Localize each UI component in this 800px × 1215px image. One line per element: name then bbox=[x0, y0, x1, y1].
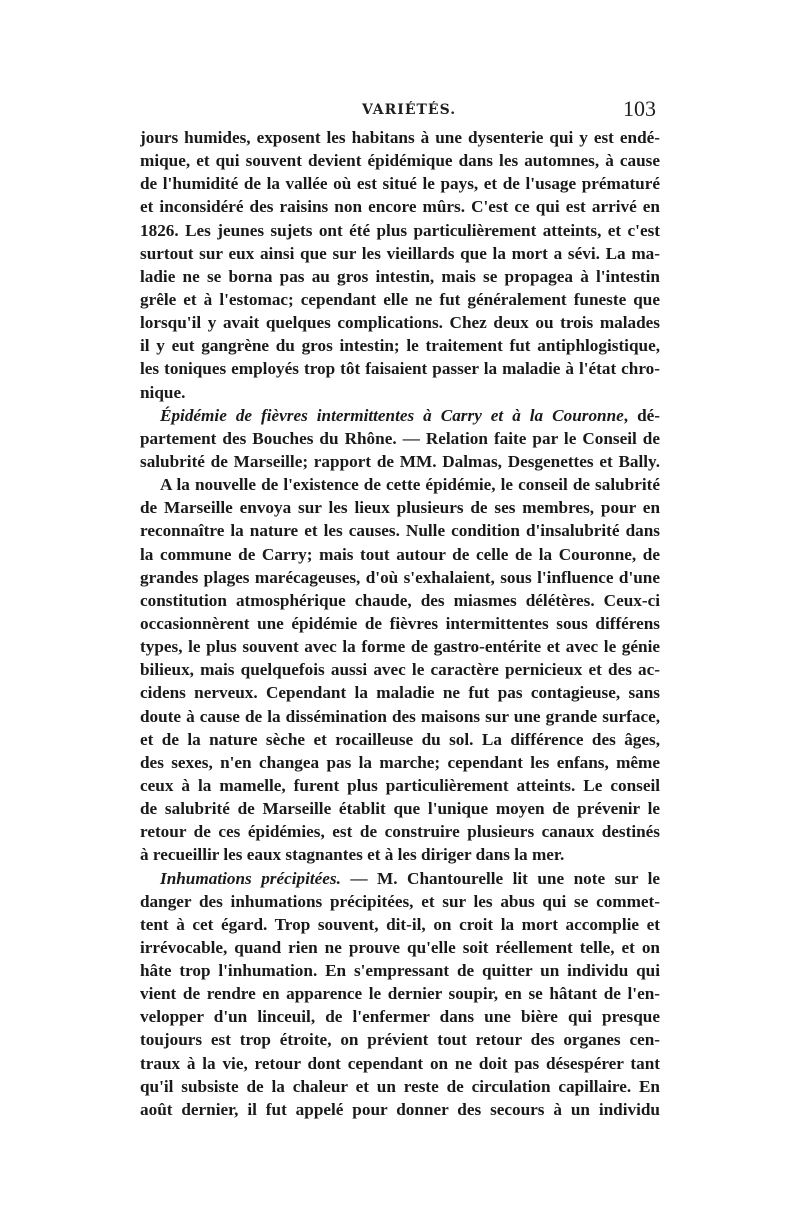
text-line: la commune de Carry; mais tout autour de celle de la Couronne, de bbox=[140, 544, 660, 564]
text-line: de Marseille envoya sur les lieux plusieurs de ses membres, pour en bbox=[140, 498, 660, 518]
text-line: grandes plages marécageuses, d'où s'exhalaient, sous l'influence d'une bbox=[140, 567, 660, 587]
text-line: mique, et qui souvent devient épidémique dans les automnes, à cause bbox=[140, 151, 660, 171]
section-title-inhumations: Inhumations précipitées. bbox=[160, 868, 341, 888]
text-line: ladie ne se borna pas au gros intestin, mais se propagea à l'intestin bbox=[140, 266, 660, 286]
text-line: reconnaître la nature et les causes. Nulle condition d'insalubrité dans bbox=[140, 521, 660, 541]
text-line: lorsqu'il y avait quelques complications. Chez deux ou trois malades bbox=[140, 313, 660, 333]
text-line: traux à la vie, retour dont cependant on ne doit pas désespérer tant bbox=[140, 1053, 660, 1073]
text-line: jours humides, exposent les habitans à une dysenterie qui y est endé- bbox=[140, 128, 660, 147]
text-line: constitution atmosphérique chaude, des miasmes délétères. Ceux-ci bbox=[140, 590, 660, 610]
text-line: occasionnèrent une épidémie de fièvres intermittentes sous différens bbox=[140, 613, 660, 633]
text-line: de salubrité de Marseille établit que l'unique moyen de prévenir le bbox=[140, 799, 660, 819]
page-header bbox=[140, 96, 660, 124]
text-line: des sexes, n'en changea pas la marche; cependant les enfans, même bbox=[140, 752, 660, 772]
text-line: il y eut gangrène du gros intestin; le traitement fut antiphlogistique, bbox=[140, 336, 660, 356]
text-line: salubrité de Marseille; rapport de MM. Dalmas, Desgenettes et Bally. bbox=[140, 451, 660, 471]
text-line: qu'il subsiste de la chaleur et un reste de circulation capillaire. En bbox=[140, 1076, 660, 1096]
text-line: les toniques employés trop tôt faisaient passer la maladie à l'état chro- bbox=[140, 359, 660, 379]
text-line: 1826. Les jeunes sujets ont été plus particulièrement atteints, et c'est bbox=[140, 220, 660, 240]
text-line: ceux à la mamelle, furent plus particulièrement atteints. Le conseil bbox=[140, 775, 660, 795]
text-line: retour de ces épidémies, est de construire plusieurs canaux destinés bbox=[140, 822, 660, 842]
page-number: 103 bbox=[623, 96, 656, 121]
text-line: types, le plus souvent avec la forme de gastro-entérite et avec le génie bbox=[140, 637, 660, 657]
section-title-suffix: , dé- bbox=[623, 405, 660, 425]
running-head: VARIÉTÉS. bbox=[362, 102, 457, 118]
text-line: à recueillir les eaux stagnantes et à les diriger dans la mer. bbox=[140, 845, 565, 865]
text-line: A la nouvelle de l'existence de cette épidémie, le conseil de salubrité bbox=[160, 475, 660, 495]
text-line: vient de rendre en apparence le dernier soupir, en se hâtant de l'en- bbox=[140, 984, 660, 1004]
text-line: cidens nerveux. Cependant la maladie ne fut pas contagieuse, sans bbox=[140, 683, 660, 703]
text-line: et inconsidéré des raisins non encore mûrs. C'est ce qui est arrivé en bbox=[140, 197, 660, 217]
text-line: bilieux, mais quelquefois aussi avec le caractère pernicieux et des ac- bbox=[140, 660, 660, 680]
text-line: danger des inhumations précipitées, et sur les abus qui se commet- bbox=[140, 891, 660, 911]
text-line: de l'humidité de la vallée où est situé le pays, et de l'usage prématuré bbox=[140, 174, 660, 194]
text-line: partement des Bouches du Rhône. — Relation faite par le Conseil de bbox=[140, 428, 660, 448]
text-line: irrévocable, quand rien ne prouve qu'elle soit réellement telle, et on bbox=[140, 937, 660, 957]
text-line: surtout sur eux ainsi que sur les vieillards que la mort a sévi. La ma- bbox=[140, 243, 660, 263]
section-title-suffix: — M. Chantourelle lit une note sur le bbox=[340, 868, 660, 888]
section-title-epidemie: Épidémie de fièvres intermittentes à Carry et à la Couronne bbox=[160, 405, 624, 425]
text-line: velopper d'un linceuil, de l'enfermer dans une bière qui presque bbox=[140, 1007, 660, 1027]
text-line: grêle et à l'estomac; cependant elle ne fut généralement funeste que bbox=[140, 289, 660, 309]
text-line: hâte trop l'inhumation. En s'empressant de quitter un individu qui bbox=[140, 961, 660, 981]
text-line: août dernier, il fut appelé pour donner des secours à un individu bbox=[140, 1099, 660, 1119]
text-line: tent à cet égard. Trop souvent, dit-il, on croit la mort accomplie et bbox=[140, 914, 660, 934]
section-heading-line bbox=[140, 867, 660, 890]
text-line: nique. bbox=[140, 382, 186, 402]
body-text bbox=[140, 126, 660, 1121]
text-line: toujours est trop étroite, on prévient tout retour des organes cen- bbox=[140, 1030, 660, 1050]
section-heading-line bbox=[140, 404, 660, 427]
text-line: et de la nature sèche et rocailleuse du sol. La différence des âges, bbox=[140, 729, 660, 749]
text-line: doute à cause de la dissémination des maisons sur une grande surface, bbox=[140, 706, 660, 726]
